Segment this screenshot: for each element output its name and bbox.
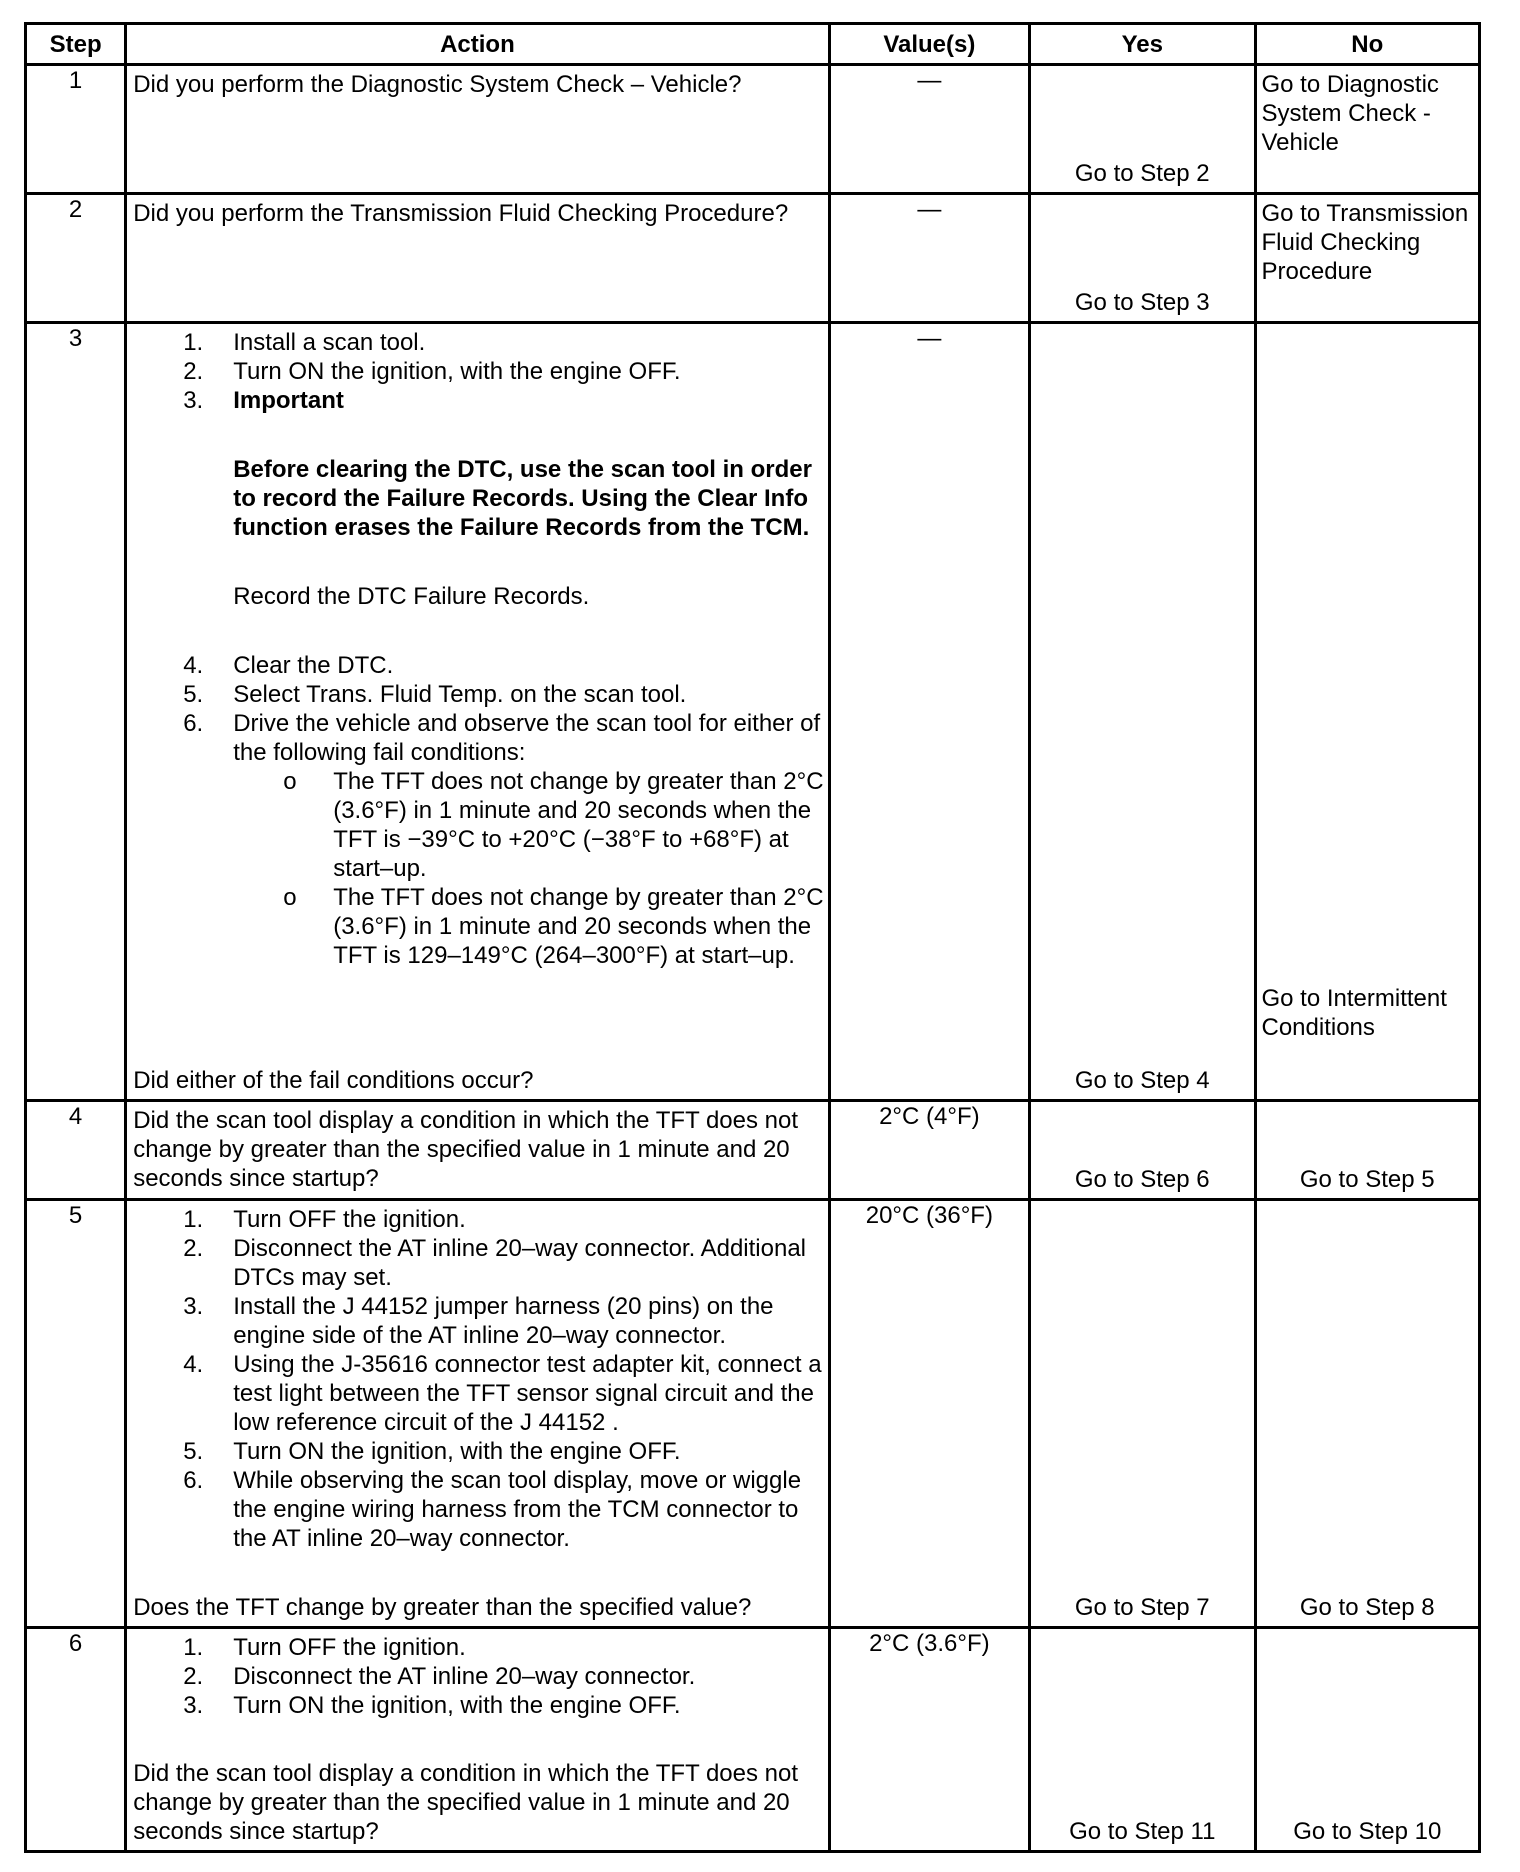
table-row-step-2 [26,194,1480,323]
question-text: Did the scan tool display a condition in which the TFT does not change by greater than the specified value in 1 minute and 20 seconds since startup? [133,1760,799,1845]
action-cell [126,1200,829,1628]
procedure-list [133,1205,823,1553]
list-item: 5. Select Trans. Fluid Temp. on the scan tool. [183,681,687,708]
list-item: 1. Turn OFF the ignition. [183,1634,466,1661]
list-item: 2. Disconnect the AT inline 20–way connector. Additional DTCs may set. [183,1235,807,1291]
yes-cell [1030,194,1255,323]
no-cell [1255,1101,1480,1200]
list-item: 1. Install a scan tool. [183,329,426,356]
header-row [26,24,1480,65]
yes-cell [1030,323,1255,1101]
yes-text: Go to Step 6 [1074,1166,1210,1193]
list-item: 3. Turn ON the ignition, with the engine OFF. [183,1692,681,1719]
yes-cell [1030,65,1255,194]
step-number: 3 [26,323,126,1101]
table-row-step-6 [26,1628,1480,1852]
step-number: 2 [26,194,126,323]
step-number: 4 [26,1101,126,1200]
question-text: Did either of the fail conditions occur? [133,1067,534,1094]
question-text: Did you perform the Transmission Fluid Checking Procedure? [133,200,789,227]
yes-text: Go to Step 7 [1074,1594,1210,1621]
important-label: Important [233,387,344,414]
value-cell: — [829,194,1029,323]
diagnostic-table [24,22,1481,1853]
list-item: 4. Using the J-35616 connector test adapter kit, connect a test light between the TFT sensor signal circuit and the low reference circuit of the J 44152 . [183,1351,822,1436]
important-note: Before clearing the DTC, use the scan tool in order to record the Failure Records. Using the Clear Info function erases the Failure Records from the TCM. [233,456,812,541]
list-item: 2. Turn ON the ignition, with the engine OFF. [183,358,681,385]
step-number: 5 [26,1200,126,1628]
header-no: No [1255,24,1480,65]
yes-text: Go to Step 4 [1074,1067,1210,1094]
value-cell: — [829,65,1029,194]
value-cell: 20°C (36°F) [829,1200,1029,1628]
value-cell: — [829,323,1029,1101]
list-item: 6. While observing the scan tool display, move or wiggle the engine wiring harness from the TCM connector to the AT inline 20–way connector. [183,1467,802,1552]
yes-cell [1030,1628,1255,1852]
header-action: Action [126,24,829,65]
question-text: Did the scan tool display a condition in which the TFT does not change by greater than the specified value in 1 minute and 20 seconds since startup? [133,1107,799,1192]
list-item: 2. Disconnect the AT inline 20–way connector. [183,1663,696,1690]
yes-text: Go to Step 2 [1074,160,1210,187]
header-step: Step [26,24,126,65]
list-item: 3. Important [183,387,344,414]
list-item: 3. Install the J 44152 jumper harness (20 pins) on the engine side of the AT inline 20–way connector. [183,1293,774,1349]
step-number: 1 [26,65,126,194]
list-item: 4. Clear the DTC. [183,652,394,679]
action-cell [126,1628,829,1852]
no-cell [1255,65,1480,194]
action-cell [126,65,829,194]
no-cell [1255,323,1480,1101]
table-row-step-5 [26,1200,1480,1628]
procedure-list [133,1633,823,1720]
list-item: o The TFT does not change by greater than 2°C (3.6°F) in 1 minute and 20 seconds when the TFT is −39°C to +20°C (−38°F to +68°F) at start–up. [283,768,824,882]
table-row-step-1 [26,65,1480,194]
action-cell [126,194,829,323]
no-cell [1255,194,1480,323]
value-cell: 2°C (3.6°F) [829,1628,1029,1852]
yes-text: Go to Step 3 [1074,289,1210,316]
question-text: Does the TFT change by greater than the specified value? [133,1594,752,1621]
action-cell [126,323,829,1101]
no-cell [1255,1200,1480,1628]
list-item: 1. Turn OFF the ignition. [183,1206,466,1233]
procedure-list [133,328,823,415]
value-cell: 2°C (4°F) [829,1101,1029,1200]
action-cell [126,1101,829,1200]
yes-text: Go to Step 11 [1069,1818,1216,1845]
list-item: o The TFT does not change by greater than 2°C (3.6°F) in 1 minute and 20 seconds when the TFT is 129–149°C (264–300°F) at start–up. [283,884,824,969]
header-values: Value(s) [829,24,1029,65]
procedure-list [133,651,823,767]
question-text: Did you perform the Diagnostic System Check – Vehicle? [133,71,742,98]
no-text: Go to Intermittent Conditions [1261,985,1447,1041]
step-number: 6 [26,1628,126,1852]
no-text: Go to Transmission Fluid Checking Procedure [1261,200,1469,285]
record-note: Record the DTC Failure Records. [233,583,590,610]
no-text: Go to Diagnostic System Check - Vehicle [1261,71,1439,156]
table-row-step-3 [26,323,1480,1101]
list-item: 6. Drive the vehicle and observe the scan tool for either of the following fail conditions: [183,710,821,766]
no-text: Go to Step 10 [1293,1818,1442,1845]
no-text: Go to Step 8 [1299,1594,1435,1621]
header-yes: Yes [1030,24,1255,65]
no-text: Go to Step 5 [1299,1166,1435,1193]
yes-cell [1030,1200,1255,1628]
yes-cell [1030,1101,1255,1200]
table-row-step-4 [26,1101,1480,1200]
fail-conditions-list [133,767,823,970]
no-cell [1255,1628,1480,1852]
list-item: 5. Turn ON the ignition, with the engine OFF. [183,1438,681,1465]
